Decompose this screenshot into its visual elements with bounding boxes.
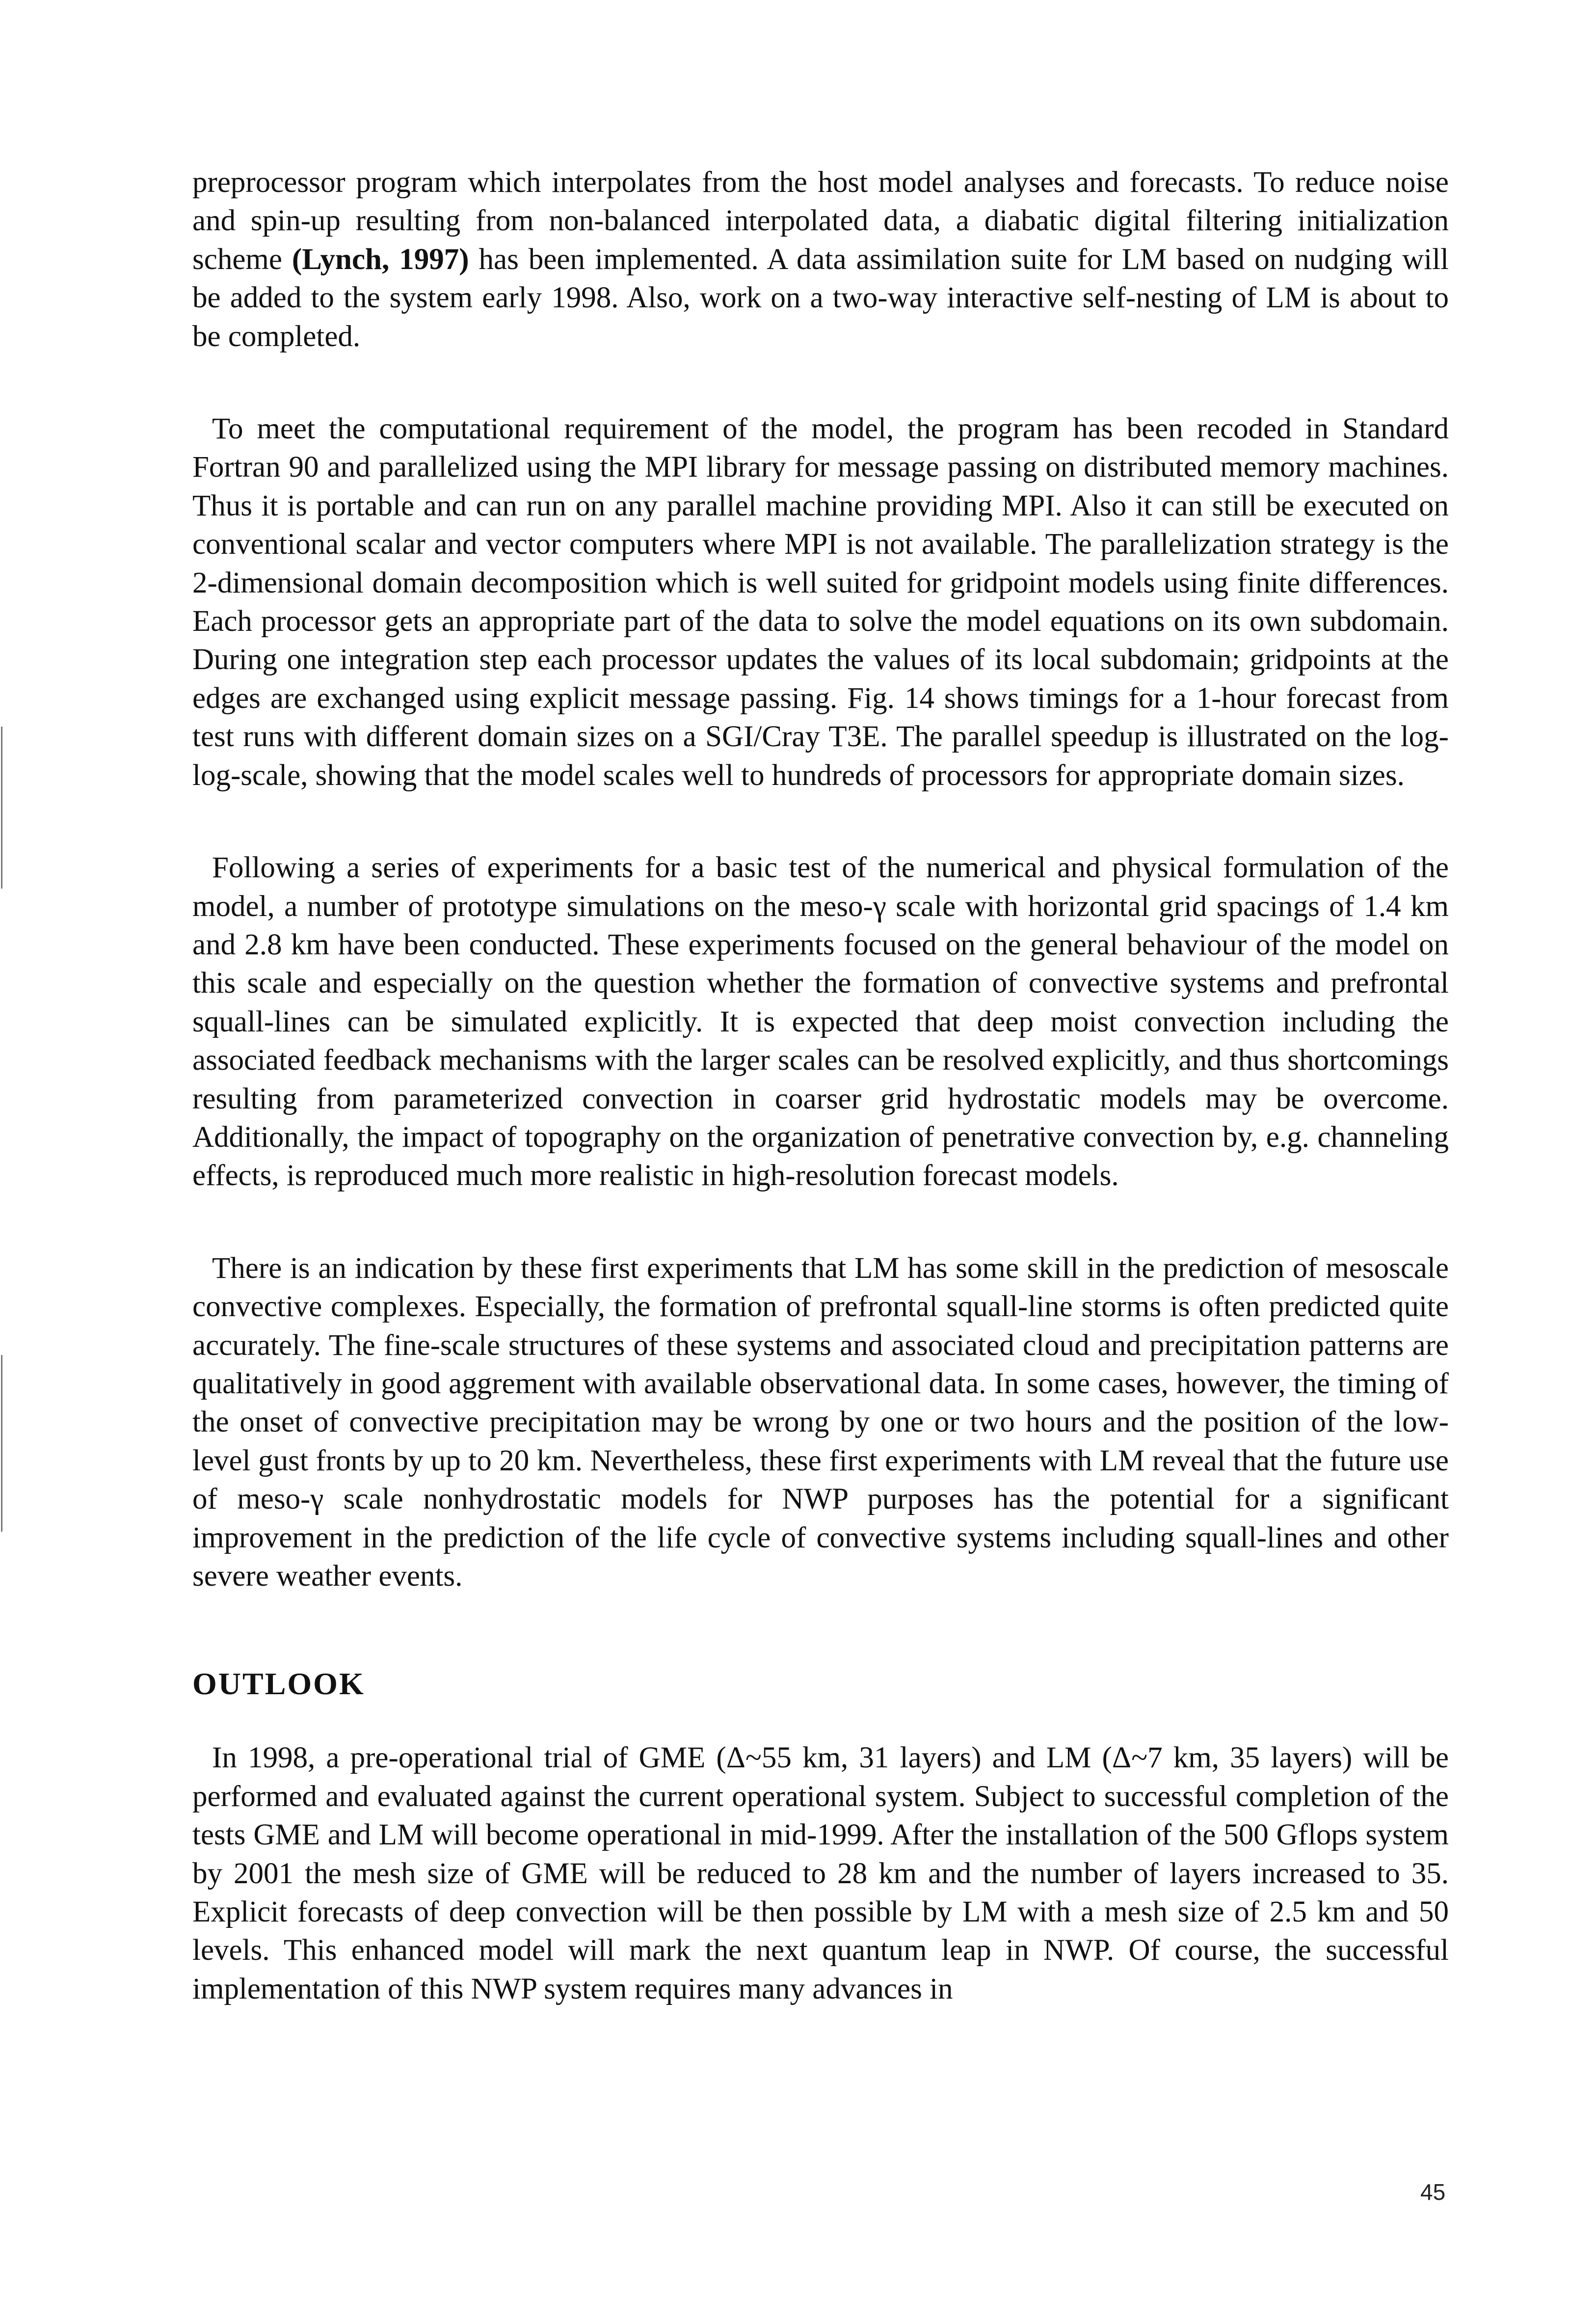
paragraph-outlook: In 1998, a pre-operational trial of GME (Δ~55 km, 31 layers) and LM (Δ~7 km, 35 layers) will be performed and evaluated against the current operational system. Subject to successful completion of the tests GME and LM will become operational in mid-1999. After the installation of the 500 Gflops system by 2001 the mesh size of GME will be reduced to 28 km and the number of layers increased to 35. Explicit forecasts of deep convection will be then possible by LM with a mesh size of 2.5 km and 50 levels. This enhanced model will mark the next quantum leap in NWP. Of course, the successful implementation of this NWP system requires many advances in [192,1741,1449,2005]
page-number: 45 [1420,2179,1446,2205]
paragraph-text: preprocessor program which interpolates from the host model analyses and forecasts. To reduce noise and spin-up resulting from non-balanced interpolated data, a diabatic digital filtering initialization scheme [192,166,1449,276]
text-column [192,163,1449,2008]
paragraph-gap [192,1195,1449,1249]
paragraph-gap [192,795,1449,849]
section-gap [192,1596,1449,1664]
scan-edge-mark [1,1355,2,1532]
heading-gap [192,1704,1449,1739]
paragraph-computational-requirement: To meet the computational requirement of the model, the program has been recoded in Standard Fortran 90 and parallelized using the MPI library for message passing on distributed memory machines. Thus it is portable and can run on any parallel machine providing MPI. Also it can still be executed on conventional scalar and vector computers where MPI is not available. The parallelization strategy is the 2-dimensional domain decomposition which is well suited for gridpoint models using finite differences. Each processor gets an appropriate part of the data to solve the model equations on its own subdomain. During one integration step each processor updates the values of its local subdomain; gridpoints at the edges are exchanged using explicit message passing. Fig. 14 shows timings for a 1-hour forecast from test runs with different domain sizes on a SGI/Cray T3E. The parallel speedup is illustrated on the log-log-scale, showing that the model scales well to hundreds of processors for appropriate domain sizes. [192,412,1449,792]
scan-edge-mark [1,727,2,889]
citation-lynch-1997: (Lynch, 1997) [292,243,469,276]
paragraph-experiments: Following a series of experiments for a basic test of the numerical and physical formulation of the model, a number of prototype simulations on the meso-γ scale with horizontal grid spacings of 1.4 km and 2.8 km have been conducted. These experiments focused on the general behaviour of the model on this scale and especially on the question whether the formation of convective systems and prefrontal squall-lines can be simulated explicitly. It is expected that deep moist convection including the associated feedback mechanisms with the larger scales can be resolved explicitly, and thus shortcomings resulting from parameterized convection in coarser grid hydrostatic models may be overcome. Additionally, the impact of topography on the organization of penetrative convection by, e.g. channeling effects, is reproduced much more realistic in high-resolution forecast models. [192,851,1449,1192]
section-heading-outlook: OUTLOOK [192,1666,365,1702]
paragraph-preprocessor [192,163,1449,356]
paragraph-gap [192,356,1449,410]
paragraph-first-experiments: There is an indication by these first experiments that LM has some skill in the prediction of mesoscale convective complexes. Especially, the formation of prefrontal squall-line storms is often predicted quite accurately. The fine-scale structures of these systems and associated cloud and precipitation patterns are qualitatively in good aggrement with available observational data. In some cases, however, the timing of the onset of convective precipitation may be wrong by one or two hours and the position of the low-level gust fronts by up to 20 km. Nevertheless, these first experiments with LM reveal that the future use of meso-γ scale nonhydrostatic models for NWP purposes has the potential for a significant improvement in the prediction of the life cycle of convective systems including squall-lines and other severe weather events. [192,1251,1449,1593]
paragraph-text: has been implemented. A data assimilation suite for LM based on nudging will be added to the system early 1998. Also, work on a two-way interactive self-nesting of LM is about to be completed. [192,243,1449,353]
